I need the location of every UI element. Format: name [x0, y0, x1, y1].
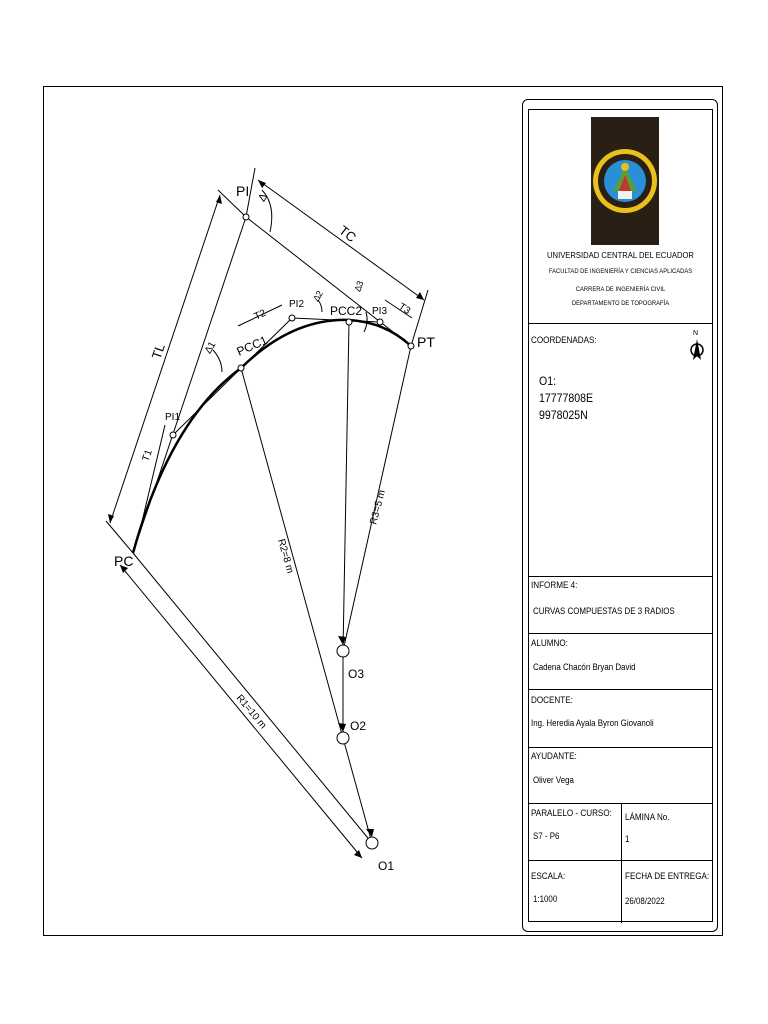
- university-seal-logo: [591, 117, 659, 245]
- label-t2: T2: [252, 307, 268, 323]
- university-name: UNIVERSIDAD CENTRAL DEL ECUADOR: [547, 250, 694, 260]
- career-name: CARRERA DE INGENIERÍA CIVIL: [575, 286, 666, 293]
- extension-line-pc: [106, 521, 133, 553]
- label-t1: T1: [140, 448, 155, 464]
- radius-line-pcc2-o3: [343, 322, 349, 651]
- label-delta1: ∆1: [203, 339, 219, 356]
- title-block-header: [529, 110, 712, 324]
- coord-point-label: O1:: [539, 374, 557, 388]
- dimension-arrow: [216, 195, 222, 204]
- label-o2: O2: [350, 719, 367, 733]
- dimension-line-tl: [110, 195, 220, 523]
- label-pcc2: PCC2: [330, 304, 363, 318]
- label-o1: O1: [378, 859, 395, 873]
- cell-divider: [621, 861, 622, 923]
- dimension-arrow: [416, 292, 424, 300]
- point-marker-pi3: [377, 319, 383, 325]
- tangent-line-pi1-pi2: [173, 318, 292, 435]
- label-r1: R1=10 m: [233, 692, 269, 732]
- dimension-line-t1: [140, 425, 165, 530]
- label-pi1: PI1: [165, 412, 181, 423]
- dimension-line-r1: [120, 565, 365, 858]
- dimension-arrow: [354, 850, 362, 858]
- label-pcc1: PCC1: [234, 332, 270, 359]
- sheet-number-value: 1: [625, 834, 630, 844]
- point-marker-o2: [337, 732, 349, 744]
- sheet-number-label: LÁMINA No.: [625, 812, 670, 822]
- point-marker-o3: [337, 645, 349, 657]
- dimension-arrow: [258, 180, 266, 188]
- label-r3: R3=5 m: [368, 488, 389, 526]
- label-t3: T3: [396, 301, 413, 317]
- label-pi3: PI3: [372, 306, 388, 317]
- student-name: Cadena Chacón Bryan David: [533, 662, 636, 672]
- delivery-date-value: 26/08/2022: [625, 896, 665, 906]
- teacher-section: [529, 690, 712, 748]
- label-tc: TC: [336, 222, 360, 246]
- student-label: ALUMNO:: [531, 638, 568, 648]
- point-marker-o1: [366, 837, 378, 849]
- label-pi: PI: [236, 183, 250, 199]
- point-marker-pcc2: [346, 319, 352, 325]
- assistant-name: Oliver Vega: [533, 775, 574, 785]
- label-delta: ∆: [256, 191, 270, 204]
- label-pt: PT: [417, 334, 435, 350]
- radius-line-r2: [241, 368, 343, 738]
- label-o3: O3: [348, 667, 365, 681]
- coord-northing: 9978025N: [539, 408, 588, 422]
- dimension-arrow: [108, 514, 114, 523]
- point-marker-pcc1: [238, 365, 244, 371]
- radius-line-o2-o1: [343, 738, 372, 843]
- coordinates-section: [529, 324, 712, 577]
- scale-value: 1:1000: [533, 894, 558, 904]
- department-name: DEPARTAMENTO DE TOPOGRAFÍA: [571, 300, 670, 307]
- delta1-angle-arc: [213, 350, 222, 372]
- report-section: [529, 577, 712, 634]
- report-label: INFORME 4:: [531, 580, 578, 590]
- teacher-label: DOCENTE:: [531, 695, 573, 705]
- teacher-name: Ing. Heredia Ayala Byron Giovanoli: [531, 718, 654, 728]
- faculty-name: FACULTAD DE INGENIERÍA Y CIENCIAS APLICADAS: [548, 268, 693, 275]
- student-section: [529, 634, 712, 690]
- radius-arrow-o2: [338, 723, 346, 732]
- label-delta3: ∆3: [352, 279, 366, 293]
- radius-line-r1: [133, 553, 372, 843]
- point-marker-pi2: [289, 315, 295, 321]
- report-title: CURVAS COMPUESTAS DE 3 RADIOS: [533, 606, 675, 616]
- label-r2: R2=8 m: [275, 537, 296, 575]
- north-arrow-icon: [688, 326, 706, 366]
- assistant-label: AYUDANTE:: [531, 751, 577, 761]
- scale-date-section: [529, 861, 712, 923]
- parallel-label: PARALELO - CURSO:: [531, 808, 612, 818]
- svg-text:N: N: [693, 330, 699, 337]
- delivery-date-label: FECHA DE ENTREGA:: [625, 871, 710, 881]
- parallel-value: S7 - P6: [533, 831, 560, 841]
- point-marker-pi: [243, 214, 249, 220]
- coordinates-label: COORDENADAS:: [531, 335, 597, 345]
- label-tl: TL: [148, 341, 168, 361]
- dimension-line-tc: [258, 180, 424, 300]
- parallel-sheet-section: [529, 804, 712, 861]
- label-pc: PC: [114, 553, 134, 569]
- title-block: [528, 109, 713, 922]
- label-pi2: PI2: [289, 299, 305, 310]
- point-marker-pt: [408, 343, 414, 349]
- scale-label: ESCALA:: [531, 871, 566, 881]
- cell-divider: [621, 804, 622, 860]
- coord-easting: 17777808E: [539, 391, 594, 405]
- label-delta2: ∆2: [311, 288, 325, 303]
- point-marker-pi1: [170, 432, 176, 438]
- assistant-section: [529, 748, 712, 804]
- tangent-line-pi-pt: [246, 217, 411, 346]
